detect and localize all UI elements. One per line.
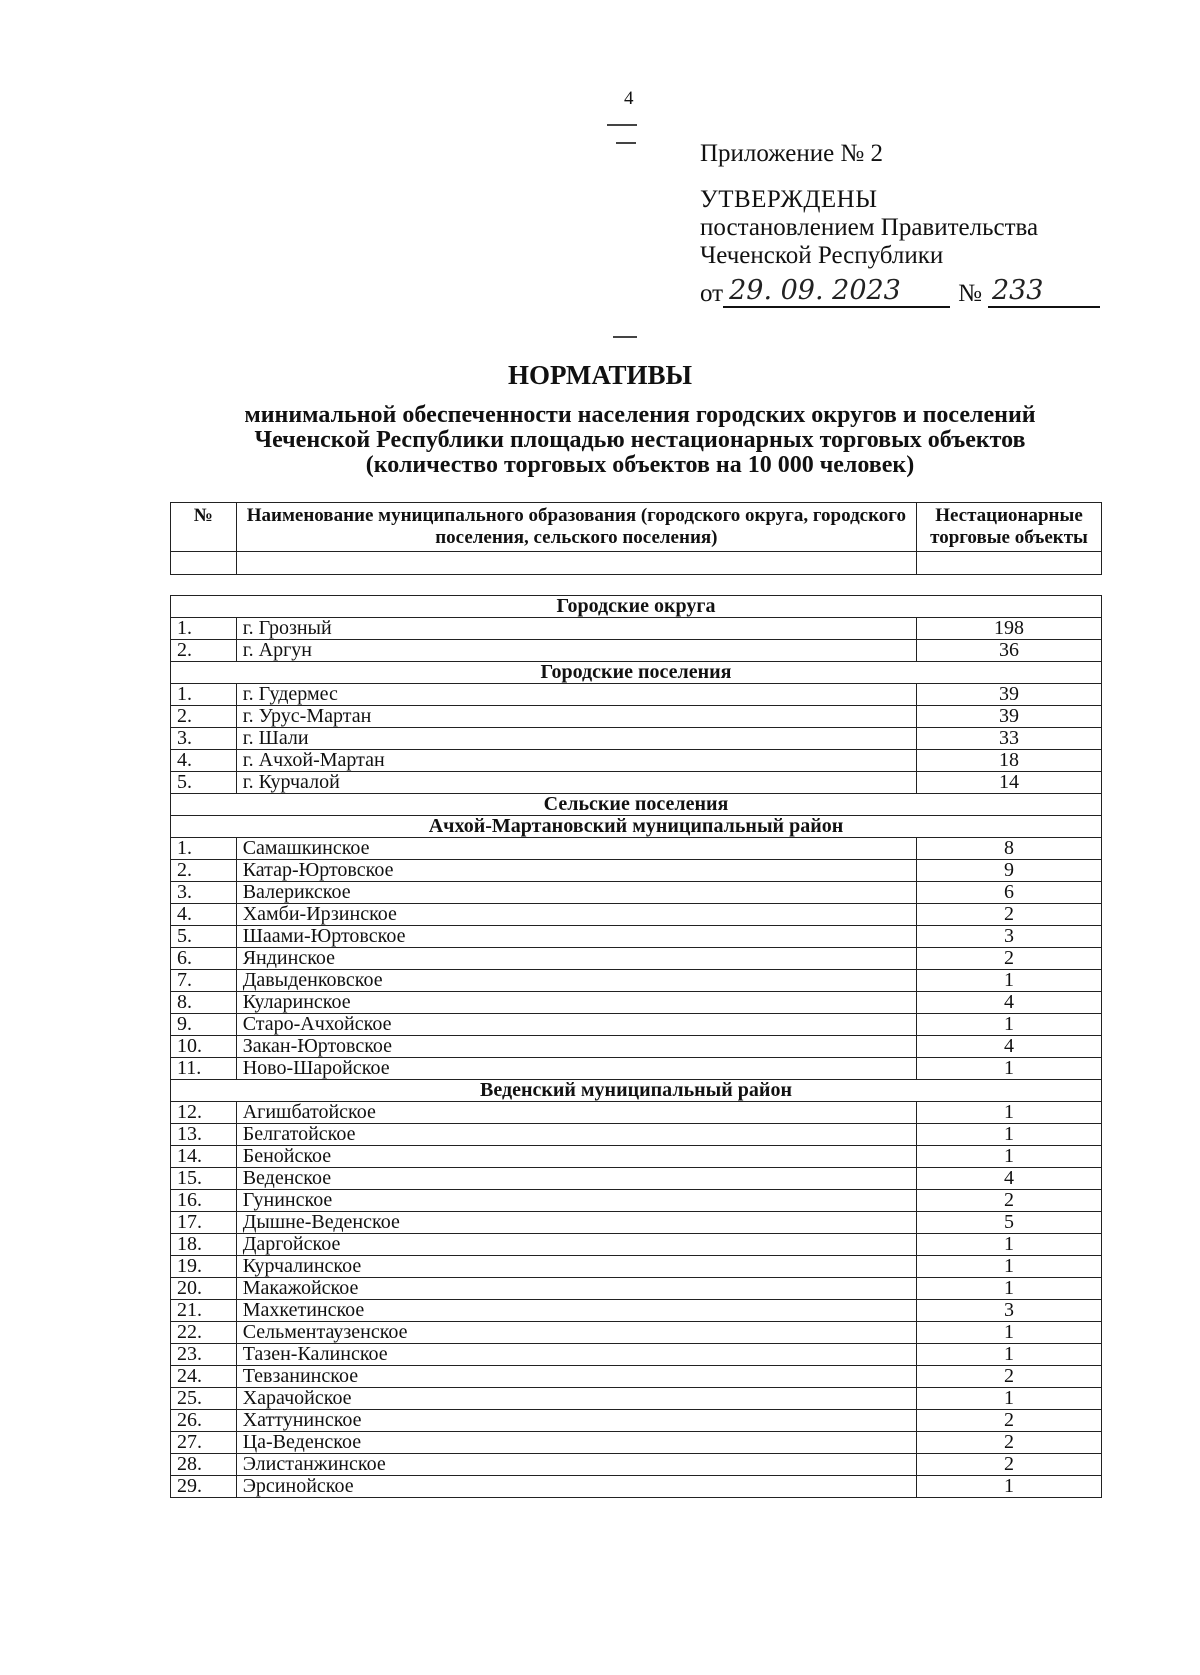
gap-cell (171, 575, 1102, 596)
scan-artifact (616, 142, 636, 144)
row-number: 11. (171, 1058, 237, 1080)
blank-cell (917, 552, 1102, 575)
section-label: Городские округа (171, 596, 1102, 618)
approved-label: УТВЕРЖДЕНЫ (700, 186, 878, 213)
row-name: Веденское (236, 1168, 916, 1190)
row-name: Самашкинское (236, 838, 916, 860)
table-row (171, 1168, 1102, 1190)
number-prefix: № (958, 280, 982, 307)
row-number: 1. (171, 684, 237, 706)
row-number: 17. (171, 1212, 237, 1234)
row-name: Закан-Юртовское (236, 1036, 916, 1058)
table-row (171, 926, 1102, 948)
blank-cell (236, 552, 916, 575)
row-name: Макажойское (236, 1278, 916, 1300)
row-name: Махкетинское (236, 1300, 916, 1322)
header-name: Наименование муниципального образования (городского округа, городского поселения, сельского поселения) (236, 503, 916, 552)
row-number: 22. (171, 1322, 237, 1344)
row-name: Яндинское (236, 948, 916, 970)
row-value: 39 (917, 684, 1102, 706)
row-number: 4. (171, 904, 237, 926)
table-row (171, 684, 1102, 706)
row-name: г. Курчалой (236, 772, 916, 794)
table-section-row (171, 816, 1102, 838)
row-name: Даргойское (236, 1234, 916, 1256)
document-subtitle (160, 403, 1120, 478)
row-value: 33 (917, 728, 1102, 750)
table-row (171, 640, 1102, 662)
scan-artifact (607, 124, 637, 126)
row-value: 1 (917, 1234, 1102, 1256)
appendix-label: Приложение № 2 (700, 140, 884, 167)
row-value: 2 (917, 904, 1102, 926)
row-number: 26. (171, 1410, 237, 1432)
row-number: 27. (171, 1432, 237, 1454)
row-number: 15. (171, 1168, 237, 1190)
section-label: Ачхой-Мартановский муниципальный район (171, 816, 1102, 838)
row-name: Бенойское (236, 1146, 916, 1168)
table-header-row (171, 503, 1102, 552)
row-value: 1 (917, 1344, 1102, 1366)
row-name: Ца-Веденское (236, 1432, 916, 1454)
table-row (171, 1476, 1102, 1498)
row-number: 19. (171, 1256, 237, 1278)
row-number: 28. (171, 1454, 237, 1476)
row-value: 2 (917, 1432, 1102, 1454)
table-row (171, 772, 1102, 794)
row-value: 14 (917, 772, 1102, 794)
table-gap-row (171, 575, 1102, 596)
row-value: 1 (917, 1102, 1102, 1124)
row-value: 3 (917, 1300, 1102, 1322)
row-number: 3. (171, 882, 237, 904)
row-value: 39 (917, 706, 1102, 728)
row-name: г. Аргун (236, 640, 916, 662)
row-number: 13. (171, 1124, 237, 1146)
row-name: г. Грозный (236, 618, 916, 640)
row-name: г. Шали (236, 728, 916, 750)
table-row (171, 1432, 1102, 1454)
table-row (171, 882, 1102, 904)
date-prefix: от (700, 280, 724, 307)
subtitle-line-1: минимальной обеспеченности населения городских округов и поселений (244, 402, 1036, 428)
row-value: 198 (917, 618, 1102, 640)
table-body (171, 596, 1102, 1498)
row-number: 1. (171, 618, 237, 640)
resolution-date: 29. 09. 2023 (723, 276, 950, 308)
table-row (171, 1014, 1102, 1036)
table-row (171, 904, 1102, 926)
row-number: 14. (171, 1146, 237, 1168)
row-number: 5. (171, 926, 237, 948)
resolution-date-line (700, 276, 1100, 308)
row-value: 1 (917, 1014, 1102, 1036)
row-name: г. Урус-Мартан (236, 706, 916, 728)
row-name: Куларинское (236, 992, 916, 1014)
table-row (171, 860, 1102, 882)
table-blank-row (171, 552, 1102, 575)
row-value: 1 (917, 970, 1102, 992)
row-number: 2. (171, 640, 237, 662)
subtitle-line-3: (количество торговых объектов на 10 000 человек) (365, 452, 915, 478)
section-label: Сельские поселения (171, 794, 1102, 816)
row-number: 25. (171, 1388, 237, 1410)
resolution-number: 233 (988, 276, 1100, 308)
row-value: 9 (917, 860, 1102, 882)
row-name: Элистанжинское (236, 1454, 916, 1476)
table-row (171, 970, 1102, 992)
scan-artifact (613, 336, 637, 338)
section-label: Веденский муниципальный район (171, 1080, 1102, 1102)
table-row (171, 1102, 1102, 1124)
approval-block (700, 140, 1100, 308)
row-name: Валерикское (236, 882, 916, 904)
row-number: 8. (171, 992, 237, 1014)
row-name: Ново-Шаройское (236, 1058, 916, 1080)
row-name: г. Ачхой-Мартан (236, 750, 916, 772)
row-number: 5. (171, 772, 237, 794)
table-row (171, 618, 1102, 640)
row-number: 23. (171, 1344, 237, 1366)
row-value: 1 (917, 1256, 1102, 1278)
row-value: 1 (917, 1476, 1102, 1498)
row-name: Курчалинское (236, 1256, 916, 1278)
row-name: Эрсинойское (236, 1476, 916, 1498)
row-value: 4 (917, 1168, 1102, 1190)
table-row (171, 1036, 1102, 1058)
row-value: 4 (917, 992, 1102, 1014)
row-value: 5 (917, 1212, 1102, 1234)
row-value: 1 (917, 1124, 1102, 1146)
table-row (171, 1058, 1102, 1080)
table-row (171, 1454, 1102, 1476)
row-value: 1 (917, 1058, 1102, 1080)
table-row (171, 1300, 1102, 1322)
row-value: 2 (917, 948, 1102, 970)
table-row (171, 728, 1102, 750)
row-number: 12. (171, 1102, 237, 1124)
table-row (171, 1344, 1102, 1366)
table-row (171, 1146, 1102, 1168)
table-row (171, 1124, 1102, 1146)
approved-by-line-2: Чеченской Республики (700, 242, 944, 269)
row-value: 1 (917, 1388, 1102, 1410)
header-value: Нестационарные торговые объекты (917, 503, 1102, 552)
approved-by-line-1: постановлением Правительства (700, 214, 1039, 241)
row-number: 2. (171, 860, 237, 882)
table-section-row (171, 794, 1102, 816)
table-row (171, 1366, 1102, 1388)
document-title: НОРМАТИВЫ (507, 360, 693, 390)
row-value: 1 (917, 1278, 1102, 1300)
table-row (171, 1256, 1102, 1278)
row-number: 10. (171, 1036, 237, 1058)
table-section-row (171, 596, 1102, 618)
row-name: Тазен-Калинское (236, 1344, 916, 1366)
row-name: Дышне-Веденское (236, 1212, 916, 1234)
blank-cell (171, 552, 237, 575)
row-name: Тевзанинское (236, 1366, 916, 1388)
table-row (171, 1190, 1102, 1212)
row-name: Гунинское (236, 1190, 916, 1212)
row-value: 36 (917, 640, 1102, 662)
row-value: 1 (917, 1146, 1102, 1168)
row-value: 6 (917, 882, 1102, 904)
table-row (171, 706, 1102, 728)
table-row (171, 1212, 1102, 1234)
table-section-row (171, 1080, 1102, 1102)
row-number: 3. (171, 728, 237, 750)
row-name: Сельментаузенское (236, 1322, 916, 1344)
row-name: Харачойское (236, 1388, 916, 1410)
row-name: Давыденковское (236, 970, 916, 992)
row-name: Катар-Юртовское (236, 860, 916, 882)
table-row (171, 1278, 1102, 1300)
row-number: 16. (171, 1190, 237, 1212)
header-number: № (171, 503, 237, 552)
row-number: 20. (171, 1278, 237, 1300)
row-name: Агишбатойское (236, 1102, 916, 1124)
row-value: 4 (917, 1036, 1102, 1058)
row-name: Белгатойское (236, 1124, 916, 1146)
row-value: 2 (917, 1190, 1102, 1212)
row-number: 9. (171, 1014, 237, 1036)
row-number: 7. (171, 970, 237, 992)
row-number: 24. (171, 1366, 237, 1388)
row-value: 3 (917, 926, 1102, 948)
table-row (171, 992, 1102, 1014)
table-row (171, 1322, 1102, 1344)
row-number: 4. (171, 750, 237, 772)
subtitle-line-2: Чеченской Республики площадью нестационарных торговых объектов (254, 427, 1026, 453)
row-value: 2 (917, 1366, 1102, 1388)
row-number: 1. (171, 838, 237, 860)
row-name: Старо-Ачхойское (236, 1014, 916, 1036)
norms-table (170, 502, 1102, 1498)
row-number: 2. (171, 706, 237, 728)
row-number: 6. (171, 948, 237, 970)
row-value: 18 (917, 750, 1102, 772)
table-row (171, 1234, 1102, 1256)
table-row (171, 1388, 1102, 1410)
table-section-row (171, 662, 1102, 684)
table-row (171, 838, 1102, 860)
row-name: Хамби-Ирзинское (236, 904, 916, 926)
row-name: Шаами-Юртовское (236, 926, 916, 948)
row-value: 2 (917, 1410, 1102, 1432)
row-value: 2 (917, 1454, 1102, 1476)
table-row (171, 1410, 1102, 1432)
table-row (171, 750, 1102, 772)
table-row (171, 948, 1102, 970)
row-number: 21. (171, 1300, 237, 1322)
row-number: 18. (171, 1234, 237, 1256)
row-value: 8 (917, 838, 1102, 860)
row-name: г. Гудермес (236, 684, 916, 706)
page-number: 4 (624, 88, 634, 109)
row-name: Хаттунинское (236, 1410, 916, 1432)
row-value: 1 (917, 1322, 1102, 1344)
section-label: Городские поселения (171, 662, 1102, 684)
row-number: 29. (171, 1476, 237, 1498)
